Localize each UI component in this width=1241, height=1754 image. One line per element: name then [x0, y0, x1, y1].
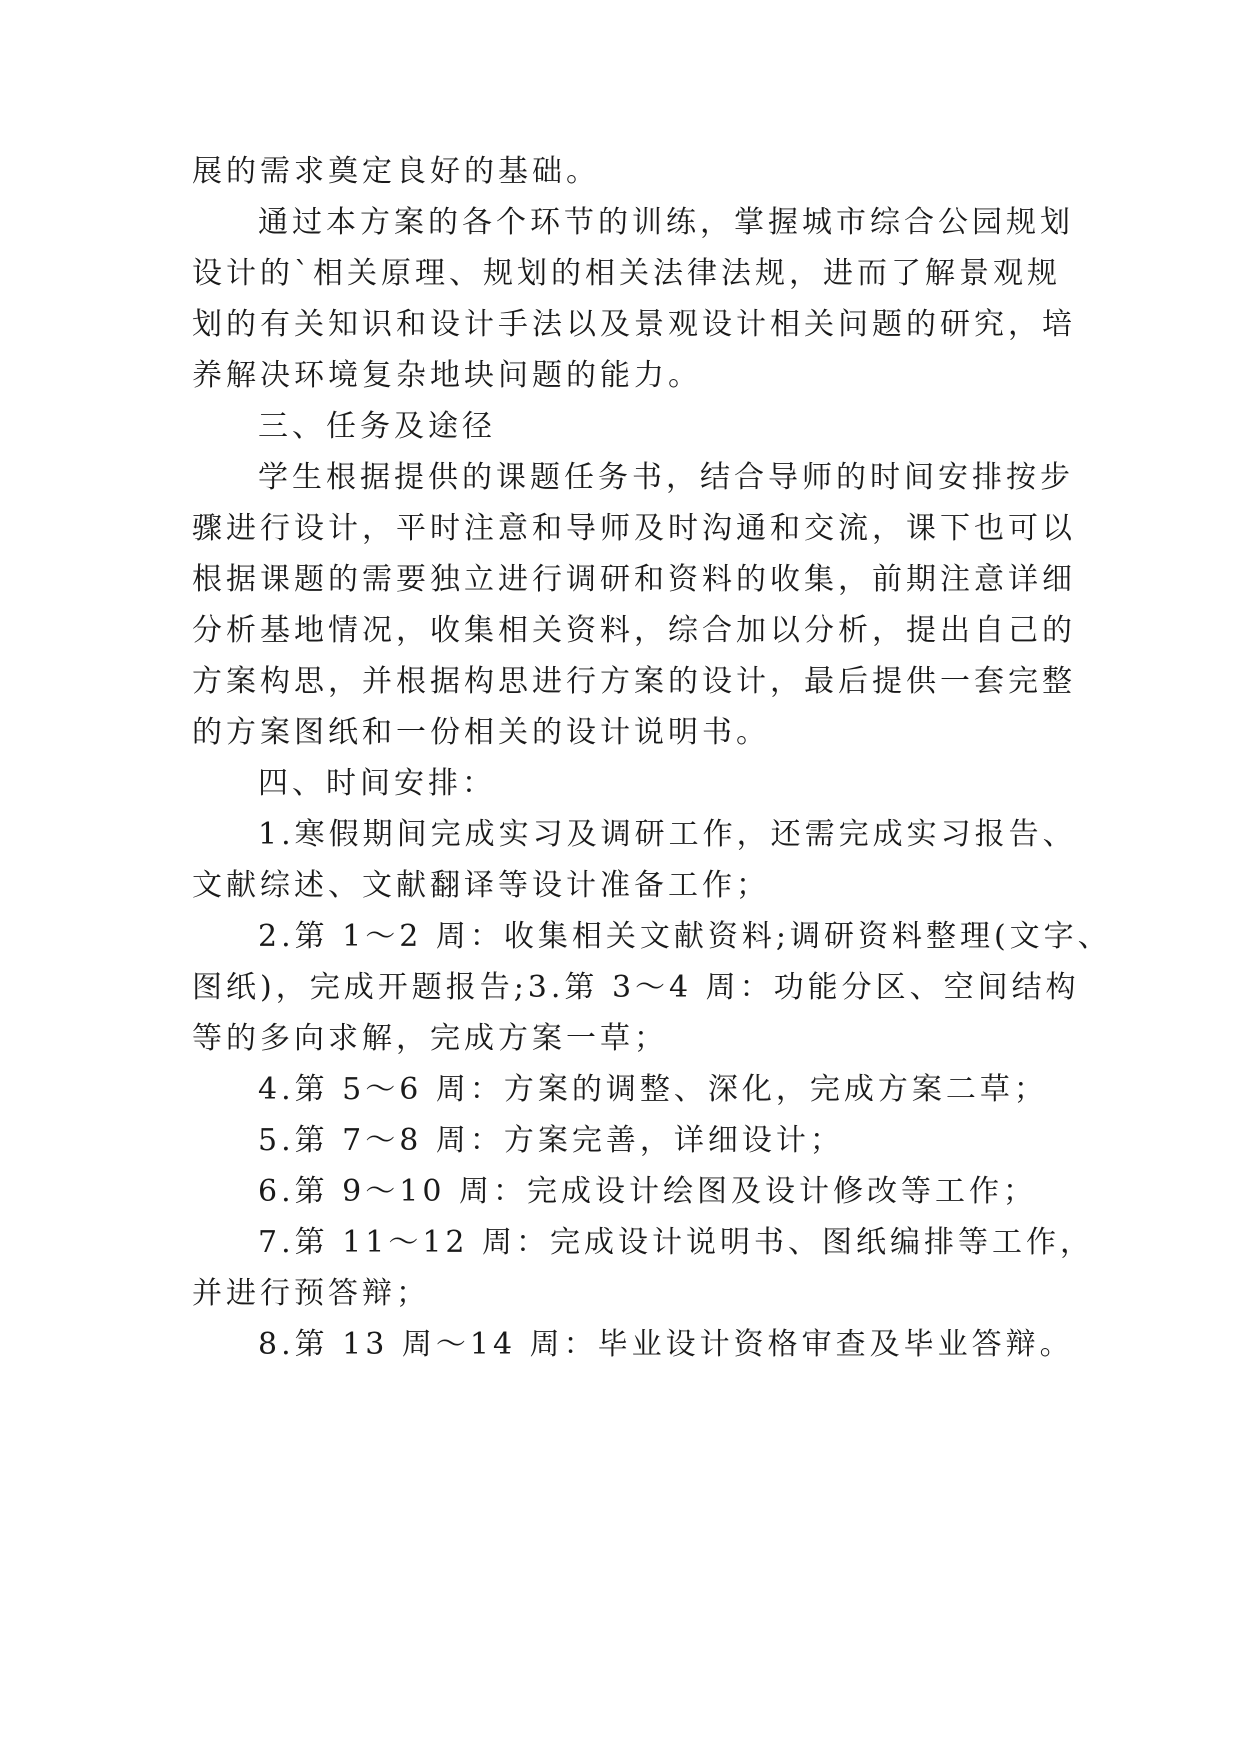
list-item-line: 5.第 7～8 周：方案完善，详细设计；	[258, 1123, 844, 1158]
paragraph-line: 根据课题的需要独立进行调研和资料的收集，前期注意详细	[192, 562, 1076, 597]
paragraph-line: 展的需求奠定良好的基础。	[192, 154, 600, 189]
paragraph-line: 养解决环境复杂地块问题的能力。	[192, 358, 702, 393]
paragraph-line: 骤进行设计，平时注意和导师及时沟通和交流，课下也可以	[192, 511, 1076, 546]
list-item-line: 7.第 11～12 周：完成设计说明书、图纸编排等工作，	[258, 1225, 1095, 1260]
list-item-line: 图纸)，完成开题报告;3.第 3～4 周：功能分区、空间结构	[192, 970, 1080, 1005]
list-item-line: 4.第 5～6 周：方案的调整、深化，完成方案二草；	[258, 1072, 1048, 1107]
section-heading: 三、任务及途径	[258, 409, 496, 444]
list-item-line: 等的多向求解，完成方案一草；	[192, 1021, 668, 1056]
paragraph-line: 的方案图纸和一份相关的设计说明书。	[192, 715, 770, 750]
list-item-line: 文献综述、文献翻译等设计准备工作；	[192, 868, 770, 903]
list-item-line: 并进行预答辩；	[192, 1276, 430, 1311]
paragraph-line: 通过本方案的各个环节的训练，掌握城市综合公园规划	[258, 205, 1074, 240]
section-heading: 四、时间安排：	[258, 766, 496, 801]
list-item-line: 6.第 9～10 周：完成设计绘图及设计修改等工作；	[258, 1174, 1037, 1209]
paragraph-line: 设计的`相关原理、规划的相关法律法规，进而了解景观规	[192, 256, 1061, 291]
list-item-line: 8.第 13 周～14 周：毕业设计资格审查及毕业答辩。	[258, 1327, 1074, 1362]
paragraph-line: 划的有关知识和设计手法以及景观设计相关问题的研究，培	[192, 307, 1076, 342]
paragraph-line: 分析基地情况，收集相关资料，综合加以分析，提出自己的	[192, 613, 1076, 648]
list-item-line: 1.寒假期间完成实习及调研工作，还需完成实习报告、	[258, 817, 1077, 852]
list-item-line: 2.第 1～2 周：收集相关文献资料;调研资料整理(文字、	[258, 919, 1112, 954]
paragraph-line: 方案构思，并根据构思进行方案的设计，最后提供一套完整	[192, 664, 1076, 699]
paragraph-line: 学生根据提供的课题任务书，结合导师的时间安排按步	[258, 460, 1074, 495]
